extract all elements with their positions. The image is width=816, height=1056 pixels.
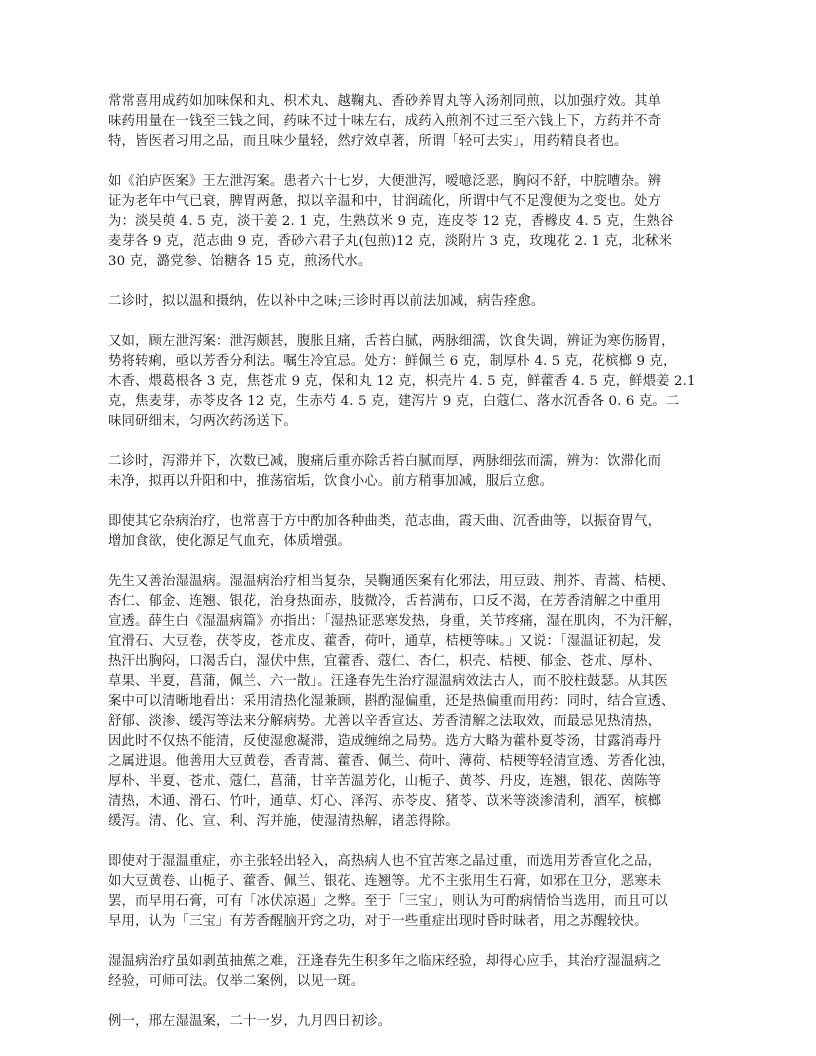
text-line: 热汗出胸闷，口渴舌白，湿伏中焦，宜藿香、蔻仁、杏仁，枳壳、桔梗、郁金、苍朮、厚朴、 xyxy=(108,654,662,669)
text-line: 如《泊庐医案》王左泄泻案。患者六十七岁，大便泄泻，嗳噫泛恶，胸闷不舒，中脘嘈杂。辨 xyxy=(108,174,662,189)
text-line: 厚朴、半夏、苍朮、蔻仁，菖蒲，甘辛苦温芳化，山栀子、黄芩、丹皮，连翘，银花、茵陈等 xyxy=(108,774,662,789)
text-line: 早用，认为「三宝」有芳香醒脑开窍之功，对于一些重症出现时昏时昧者，用之苏醒较快。 xyxy=(108,914,648,929)
text-line: 湿温病治疗虽如剥茧抽蕉之难，汪逢春先生积多年之临床经验，却得心应手，其治疗湿温病之 xyxy=(108,954,662,969)
paragraph-case-gu xyxy=(108,332,712,432)
text-line: 又如，顾左泄泻案：泄泻颇甚，腹胀且痛，舌苔白腻，两脉细濡，饮食失调，辨证为寒伤肠胃， xyxy=(108,334,675,349)
text-line: 即使对于湿温重症，亦主张轻出轻入，高热病人也不宜苦寒之晶过重，而选用芳香宣化之品， xyxy=(108,854,662,869)
paragraph-case-wang xyxy=(108,172,712,272)
text-line: 之属进退。他善用大豆黄卷，香青蒿、藿香、佩兰、荷叶、薄荷、桔梗等轻清宣透、芳香化浊， xyxy=(108,754,675,769)
paragraph-example-one xyxy=(108,1012,712,1032)
text-line: 清热，木通、滑石、竹叶，通草、灯心、泽泻、赤苓皮、猪苓、苡米等淡渗清利，酒军，槟榔 xyxy=(108,794,662,809)
text-line: 为：淡吴萸 4. 5 克，淡干姜 2. 1 克，生熟苡米 9 克，连皮苓 12 克，香橼皮 4. 5 克，生熟谷 xyxy=(108,214,674,229)
text-line: 证为老年中气已衰，脾胃两惫，拟以辛温和中，甘润疏化，所谓中气不足溲便为之变也。处方 xyxy=(108,194,662,209)
text-line: 缓泻。清、化、宣、利、泻并施，使湿清热解，诸恙得除。 xyxy=(108,814,459,829)
text-line: 宜滑石、大豆卷，茯苓皮，苍朮皮、藿香，荷叶，通草，桔梗等味。」又说：「湿温证初起，发 xyxy=(108,634,662,649)
text-line: 即使其它杂病治疗，也常喜于方中酌加各种曲类，范志曲，霞天曲、沉香曲等，以振奋胃气， xyxy=(108,514,662,529)
paragraph-shiwen xyxy=(108,572,712,832)
paragraph-summary xyxy=(108,952,712,992)
text-line: 克，焦麦芽，赤苓皮各 12 克，生赤芍 4. 5 克，建泻片 9 克，白蔻仁、落水沉香各 0. 6 克。二 xyxy=(108,394,680,409)
paragraph-quyao xyxy=(108,512,712,552)
text-line: 30 克，潞党参、饴糖各 15 克，煎汤代水。 xyxy=(108,254,372,269)
text-line: 二诊时，拟以温和摄纳，佐以补中之味;三诊时再以前法加减，病告痊愈。 xyxy=(108,294,545,309)
text-line: 经验，可师可法。仅举二案例，以见一斑。 xyxy=(108,974,365,989)
text-line: 案中可以清晰地看出：采用清热化湿兼顾，斟酌湿偏重，还是热偏重而用药：同时，结合宣透、 xyxy=(108,694,675,709)
text-line: 因此时不仅热不能清，反使湿愈凝滞，造成缠绵之局势。选方大略为藿朴夏苓汤，甘露消毒丹 xyxy=(108,734,662,749)
text-line: 草果、半夏，菖蒲，佩兰、六一散」。汪逢春先生治疗湿温病效法古人，而不胶柱鼓瑟。从其医 xyxy=(108,674,668,689)
text-line: 例一，邢左湿温案，二十一岁，九月四日初诊。 xyxy=(108,1014,392,1029)
text-line: 味同研细末，匀两次药汤送下。 xyxy=(108,414,297,429)
paragraph-severe-cases xyxy=(108,852,712,932)
text-line: 特，皆医者习用之品，而且味少量轻，然疗效卓著，所谓「轻可去实」，用药精良者也。 xyxy=(108,134,628,149)
text-line: 杏仁、郁金、连翘、银花，治身热面赤，肢微冷，舌苔满布，口反不渴，在芳香清解之中重用 xyxy=(108,594,662,609)
text-line: 麦芽各 9 克，范志曲 9 克，香砂六君子丸(包煎)12 克，淡附片 3 克，玫瑰花 2. 1 克，北秫米 xyxy=(108,234,673,249)
paragraph-wang-followup xyxy=(108,292,712,312)
text-line: 先生又善治湿温病。湿温病治疗相当复杂，吴鞠通医案有化邪法，用豆豉、荆芥、青蒿、桔梗、 xyxy=(108,574,675,589)
document-page xyxy=(108,92,712,1052)
text-line: 舒郁、淡渗、缓泻等法来分解病势。尤善以辛香宣达、芳香清解之法取效，而最忌见热清热， xyxy=(108,714,662,729)
text-line: 味药用量在一钱至三钱之间，药味不过十味左右，成药入煎剂不过三至六钱上下，方药并不奇 xyxy=(108,114,662,129)
text-line: 宣透。薛生白《湿温病篇》亦指出：「湿热证恶寒发热，身重，关节疼痛，湿在肌肉，不为汗解， xyxy=(108,614,682,629)
text-line: 木香、煨葛根各 3 克，焦苍朮 9 克，保和丸 12 克，枳壳片 4. 5 克，鲜藿香 4. 5 克，鲜煨姜 2.1 xyxy=(108,374,696,389)
paragraph-gu-followup xyxy=(108,452,712,492)
text-line: 势将转痢，亟以芳香分利法。嘱生冷宜忌。处方：鲜佩兰 6 克，制厚朴 4. 5 克，花槟榔 9 克， xyxy=(108,354,677,369)
paragraph-chengyao xyxy=(108,92,712,152)
text-line: 如大豆黄卷、山栀子、藿香、佩兰、银花、连翘等。尤不主张用生石膏，如邪在卫分，恶寒未 xyxy=(108,874,662,889)
text-line: 二诊时，泻滞并下，次数已减，腹痛后重亦除舌苔白腻而厚，两脉细弦而濡，辨为：饮滞化而 xyxy=(108,454,662,469)
text-line: 未净，拟再以升阳和中，推荡宿垢，饮食小心。前方稍事加减，服后立愈。 xyxy=(108,474,554,489)
text-line: 罢，而早用石膏，可有「冰伏凉遏」之弊。至于「三宝」，则认为可酌病情恰当选用，而且可以 xyxy=(108,894,668,909)
text-line: 增加食欲，使化源足气血充，体质增强。 xyxy=(108,534,351,549)
text-line: 常常喜用成药如加味保和丸、枳术丸、越鞠丸、香砂养胃丸等入汤剂同煎，以加强疗效。其单 xyxy=(108,94,662,109)
